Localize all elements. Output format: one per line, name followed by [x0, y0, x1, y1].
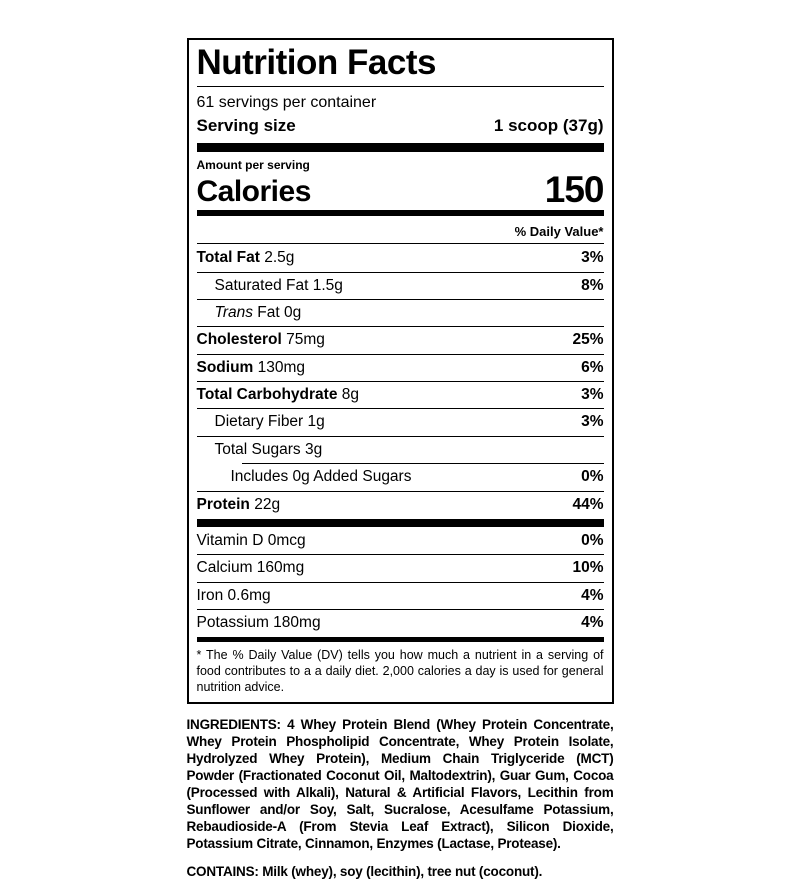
serving-size-label: Serving size	[196, 115, 296, 135]
contains-text: Milk (whey), soy (lecithin), tree nut (coconut).	[258, 864, 543, 880]
total-sugars-row	[197, 436, 604, 463]
sodium-row	[197, 354, 604, 381]
nutrition-facts-title: Nutrition Facts	[197, 45, 604, 87]
dietary-fiber-row	[197, 408, 604, 435]
nutrient-name: Cholesterol 75mg	[196, 331, 325, 349]
nutrient-name: Saturated Fat 1.5g	[214, 276, 343, 294]
total-fat-row	[197, 244, 604, 271]
nutrient-name: Total Fat 2.5g	[196, 249, 295, 267]
daily-value-percent: 3%	[581, 413, 604, 431]
divider-bar-protein	[197, 519, 604, 527]
amount-per-serving-label: Amount per serving	[196, 157, 310, 172]
daily-value-percent: 0%	[581, 468, 604, 486]
daily-value-percent: 25%	[572, 331, 604, 349]
vitamin-rows	[197, 527, 604, 637]
daily-value-percent: 10%	[572, 559, 604, 577]
calories-value: 150	[544, 169, 604, 211]
nutrient-name: Total Carbohydrate 8g	[196, 386, 360, 404]
serving-size-row	[197, 114, 604, 141]
nutrient-name: Protein 22g	[196, 495, 281, 513]
nutrition-facts-panel	[187, 38, 614, 704]
ingredients-label: INGREDIENTS:	[186, 717, 281, 733]
calories-row	[196, 169, 604, 211]
nutrient-name: Includes 0g Added Sugars	[230, 468, 412, 486]
daily-value-header: % Daily Value*	[197, 218, 604, 244]
potassium-row	[197, 609, 604, 636]
daily-value-percent: 0%	[581, 531, 604, 549]
trans-row	[197, 299, 604, 326]
contains-label: CONTAINS:	[186, 864, 259, 880]
daily-value-percent: 4%	[581, 614, 604, 632]
servings-per-container: 61 servings per container	[196, 93, 377, 111]
divider-bar-medium	[197, 210, 604, 216]
saturated-fat-row	[197, 272, 604, 299]
daily-value-percent: 8%	[581, 276, 604, 294]
daily-value-percent: 44%	[572, 495, 604, 513]
total-carbohydrate-row	[197, 381, 604, 408]
ingredients-text: 4 Whey Protein Blend (Whey Protein Concentrate, Whey Protein Phospholipid Concentrate, Whey Protein Isolate, Hydrolyzed Whey Protein), Medium Chain Triglyceride (MCT) Powder (Fractionated Coconut Oil, Maltodextrin), Guar Gum, Cocoa (Processed with Alkali), Natural & Artificial Flavors, Lecithin from Sunflower and/or Soy, Salt, Sucralose, Acesulfame Potassium, Rebaudioside-A (From Stevia Leaf Extract), Silicon Dioxide, Potassium Citrate, Cinnamon, Enzymes (Lactase, Protease).	[186, 717, 614, 852]
includes-0g-added-sugars-row	[197, 463, 604, 490]
daily-value-percent: 6%	[581, 358, 604, 376]
iron-row	[197, 582, 604, 609]
nutrient-name: Trans Fat 0g	[214, 303, 302, 321]
nutrient-name: Dietary Fiber 1g	[214, 413, 325, 431]
daily-value-percent: 3%	[581, 386, 604, 404]
nutrient-name: Sodium 130mg	[196, 358, 306, 376]
calories-label: Calories	[196, 174, 311, 208]
daily-value-footnote: * The % Daily Value (DV) tells you how much a nutrient in a serving of food contributes to a a daily diet. 2,000 calories a day is used for general nutrition advice.	[196, 648, 604, 695]
contains-paragraph	[187, 863, 614, 880]
vitamin-d-row	[197, 527, 604, 554]
calcium-row	[197, 554, 604, 581]
nutrient-name: Vitamin D 0mcg	[196, 531, 306, 549]
daily-value-percent: 4%	[581, 586, 604, 604]
protein-row	[197, 491, 604, 518]
daily-value-percent: 3%	[581, 249, 604, 267]
nutrient-rows	[197, 244, 604, 518]
divider-bar-thick	[197, 143, 604, 152]
cholesterol-row	[197, 326, 604, 353]
ingredients-paragraph	[187, 716, 614, 852]
serving-size-value: 1 scoop (37g)	[493, 115, 604, 135]
nutrient-name: Total Sugars 3g	[214, 440, 323, 458]
nutrient-name: Calcium 160mg	[196, 559, 305, 577]
nutrient-name: Iron 0.6mg	[196, 586, 271, 604]
nutrient-name: Potassium 180mg	[196, 614, 321, 632]
below-panel-text	[187, 716, 614, 880]
